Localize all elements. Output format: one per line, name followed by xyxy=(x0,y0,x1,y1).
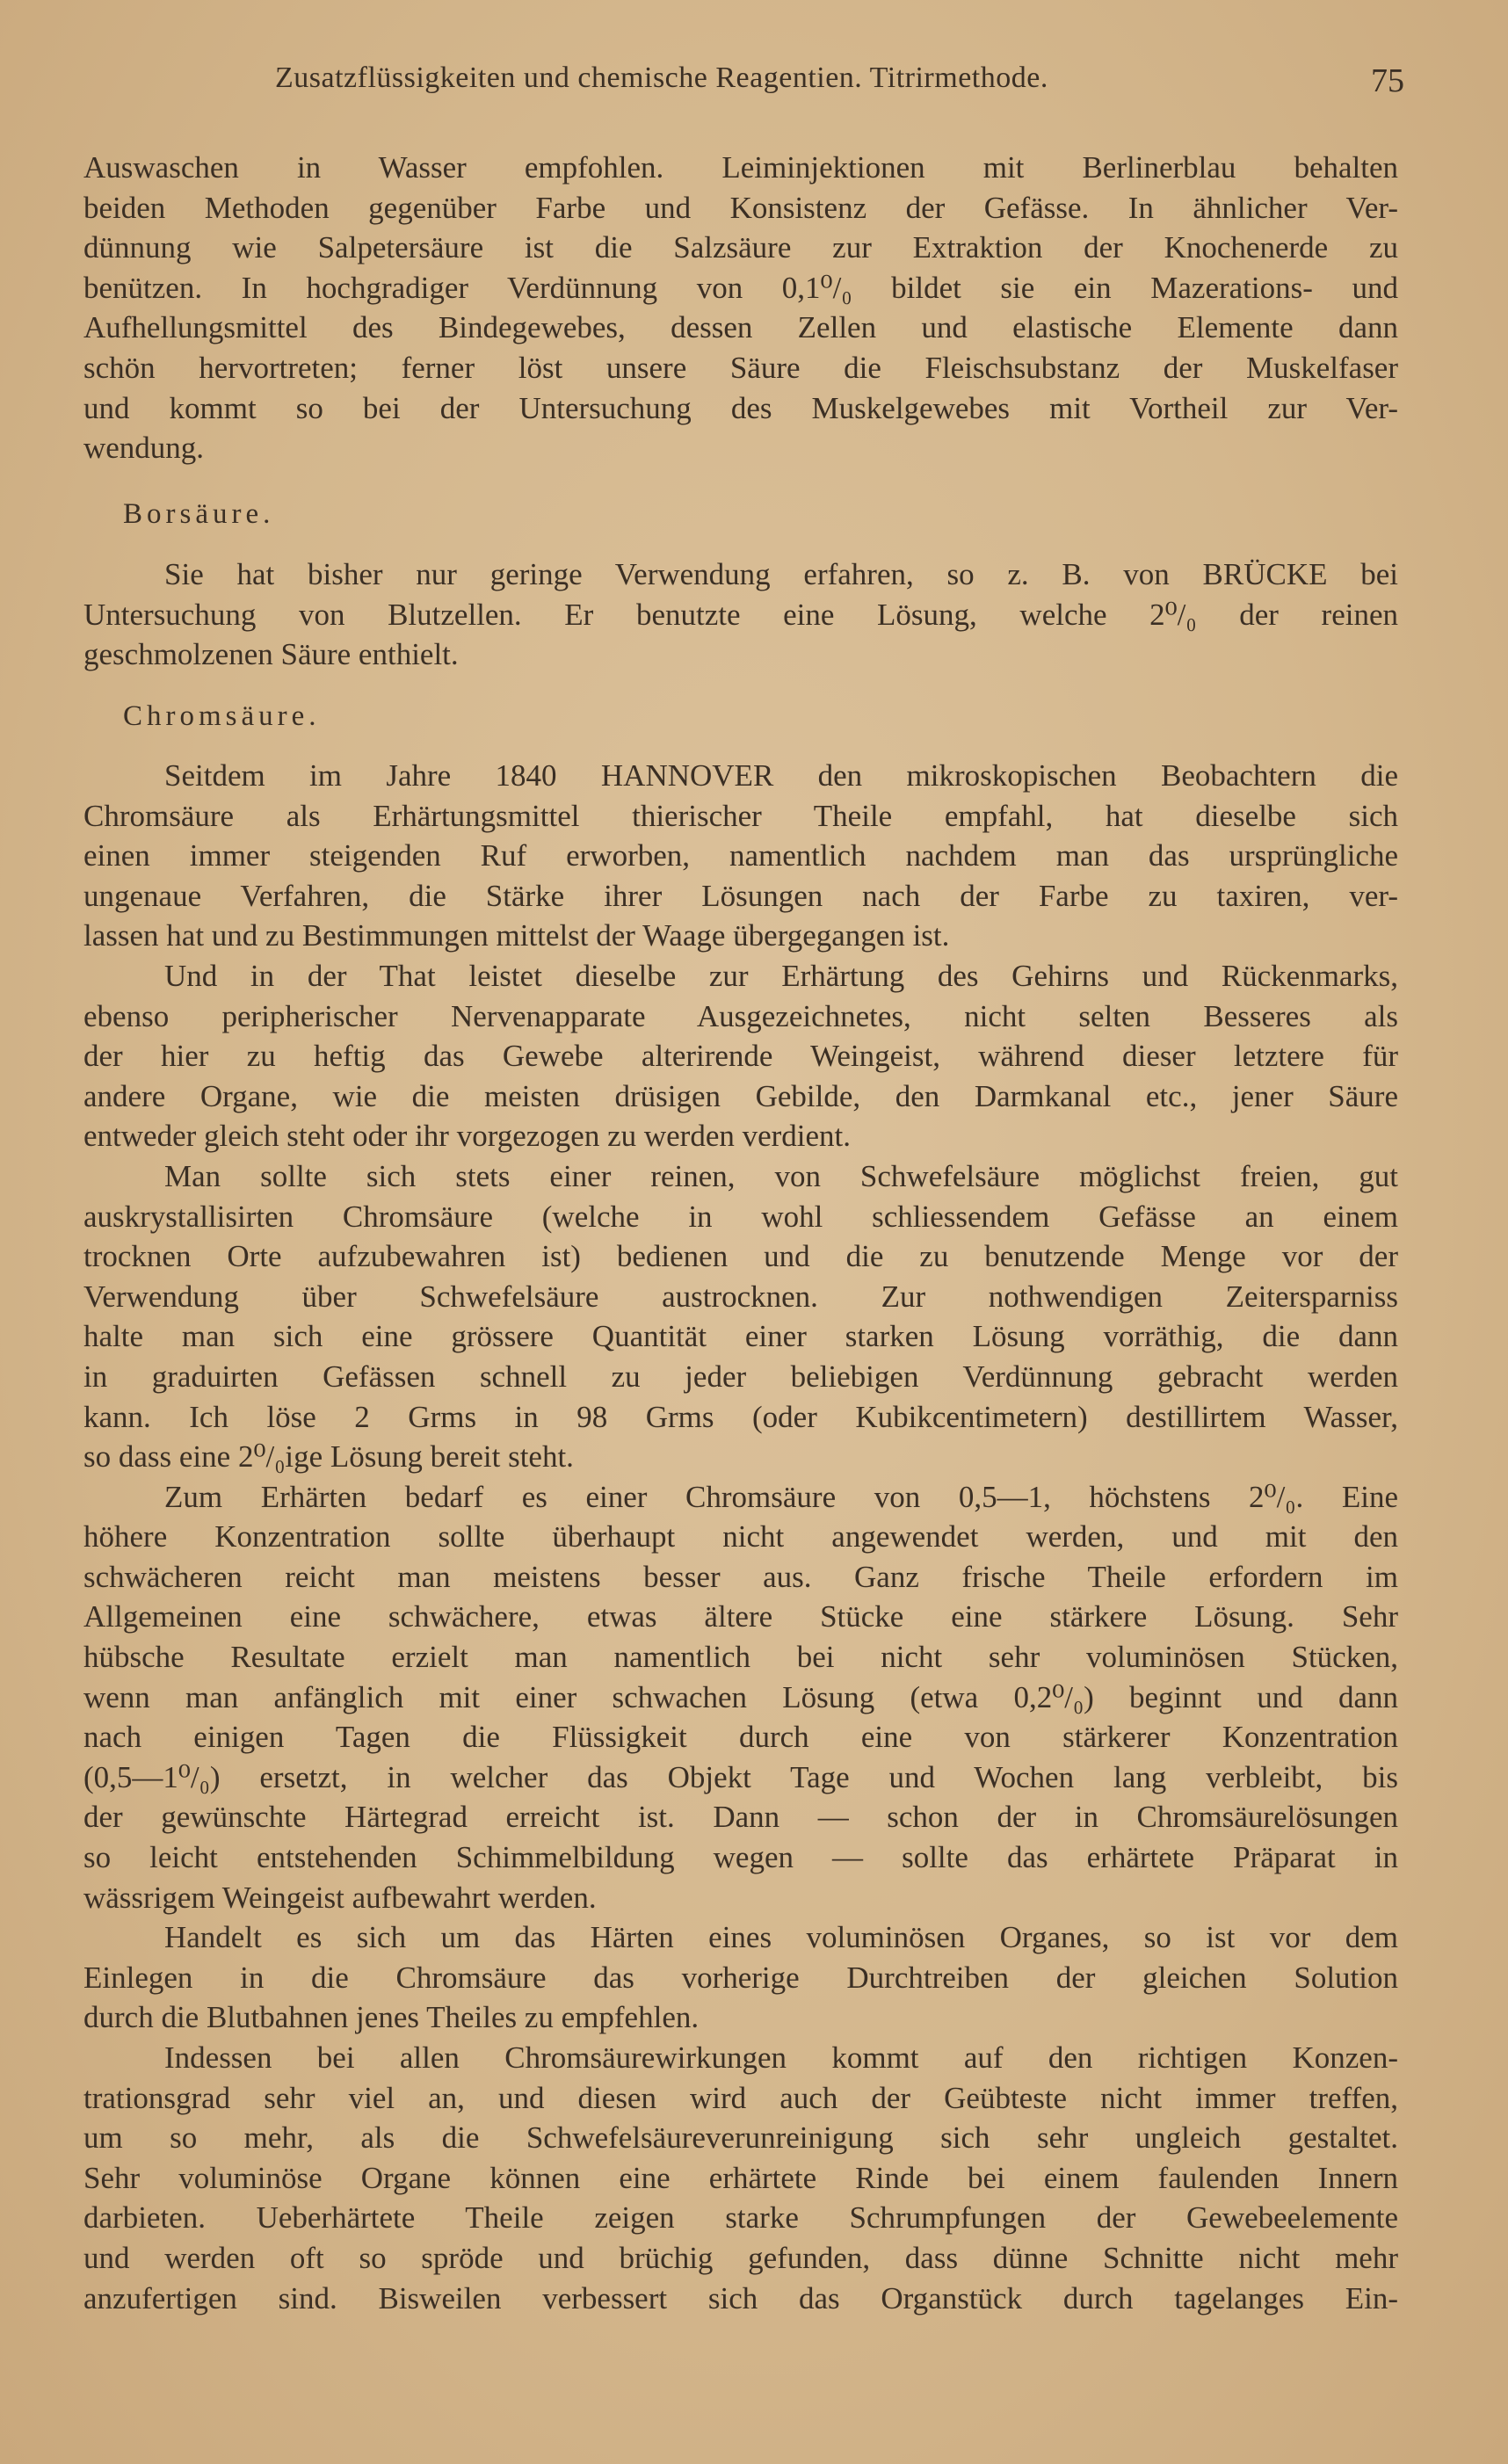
section-heading-chromsaeure: Chromsäure. xyxy=(123,700,321,732)
text-line: Und in der That leistet dieselbe zur Erhärtung des Gehirns und Rückenmarks, xyxy=(164,958,1398,993)
text-line: Indessen bei allen Chromsäurewirkungen kommt auf den richtigen Konzen- xyxy=(164,2040,1398,2075)
text-line: nach einigen Tagen die Flüssigkeit durch eine von stärkerer Konzentration xyxy=(83,1720,1398,1755)
text-line: schwächeren reicht man meistens besser aus. Ganz frische Theile erfordern im xyxy=(83,1559,1398,1594)
text-line: durch die Blutbahnen jenes Theiles zu empfehlen. xyxy=(83,2000,700,2035)
text-line: Sie hat bisher nur geringe Verwendung erfahren, so z. B. von BRÜCKE bei xyxy=(164,557,1398,591)
text-line: lassen hat und zu Bestimmungen mittelst der Waage übergegangen ist. xyxy=(83,918,950,953)
text-line: auskrystallisirten Chromsäure (welche in wohl schliessendem Gefässe an einem xyxy=(83,1199,1398,1234)
chromsaeure-section xyxy=(83,756,1398,2318)
text-line: und kommt so bei der Untersuchung des Muskelgewebes mit Vortheil zur Ver- xyxy=(83,390,1398,425)
running-title: Zusatzflüssigkeiten und chemische Reagentien. Titrirmethode. xyxy=(275,62,1048,94)
text-line: in graduirten Gefässen schnell zu jeder beliebigen Verdünnung gebracht werden xyxy=(83,1359,1398,1394)
text-line: der gewünschte Härtegrad erreicht ist. Dann — schon der in Chromsäurelösungen xyxy=(83,1800,1398,1835)
text-line: Handelt es sich um das Härten eines voluminösen Organes, so ist vor dem xyxy=(164,1920,1398,1955)
text-line: ebenso peripherischer Nervenapparate Ausgezeichnetes, nicht selten Besseres als xyxy=(83,998,1398,1033)
text-line: Aufhellungsmittel des Bindegewebes, dessen Zellen und elastische Elemente dann xyxy=(83,310,1398,345)
text-line: geschmolzenen Säure enthielt. xyxy=(83,637,459,672)
text-line: benützen. In hochgradiger Verdünnung von 0,1⁰/₀ bildet sie ein Mazerations- und xyxy=(83,270,1398,305)
paragraph xyxy=(83,148,1398,468)
paragraph xyxy=(83,1477,1398,1918)
text-line: trationsgrad sehr viel an, und diesen wird auch der Geübteste nicht immer treffen, xyxy=(83,2080,1398,2115)
section-heading-borsaeure: Borsäure. xyxy=(123,498,275,530)
text-line: beiden Methoden gegenüber Farbe und Konsistenz der Gefässe. In ähnlicher Ver- xyxy=(83,190,1398,225)
page-number: 75 xyxy=(1371,62,1404,99)
text-line: der hier zu heftig das Gewebe alterirende Weingeist, während dieser letztere für xyxy=(83,1039,1398,1074)
text-line: Einlegen in die Chromsäure das vorherige Durchtreiben der gleichen Solution xyxy=(83,1960,1398,1995)
paragraph xyxy=(83,956,1398,1156)
paragraph xyxy=(83,554,1398,675)
text-line: Sehr voluminöse Organe können eine erhärtete Rinde bei einem faulenden Innern xyxy=(83,2160,1398,2195)
text-line: höhere Konzentration sollte überhaupt nicht angewendet werden, und mit den xyxy=(83,1519,1398,1554)
text-line: andere Organe, wie die meisten drüsigen Gebilde, den Darmkanal etc., jener Säure xyxy=(83,1078,1398,1113)
paragraph xyxy=(83,1156,1398,1477)
text-line: und werden oft so spröde und brüchig gefunden, dass dünne Schnitte nicht mehr xyxy=(83,2240,1398,2275)
text-line: so dass eine 2⁰/₀ige Lösung bereit steht. xyxy=(83,1439,574,1475)
text-line: Untersuchung von Blutzellen. Er benutzte eine Lösung, welche 2⁰/₀ der reinen xyxy=(83,597,1398,632)
text-line: Allgemeinen eine schwächere, etwas ältere Stücke eine stärkere Lösung. Sehr xyxy=(83,1599,1398,1634)
text-line: so leicht entstehenden Schimmelbildung wegen — sollte das erhärtete Präparat in xyxy=(83,1840,1398,1875)
text-line: ungenaue Verfahren, die Stärke ihrer Lösungen nach der Farbe zu taxiren, ver- xyxy=(83,878,1398,913)
text-line: Chromsäure als Erhärtungsmittel thierischer Theile empfahl, hat dieselbe sich xyxy=(83,798,1398,833)
text-line: einen immer steigenden Ruf erworben, namentlich nachdem man das ursprüngliche xyxy=(83,838,1398,873)
text-line: Auswaschen in Wasser empfohlen. Leiminjektionen mit Berlinerblau behalten xyxy=(83,150,1398,185)
paragraph xyxy=(83,2038,1398,2318)
text-line: dünnung wie Salpetersäure ist die Salzsäure zur Extraktion der Knochenerde zu xyxy=(83,230,1398,265)
text-line: anzufertigen sind. Bisweilen verbessert sich das Organstück durch tagelanges Ein- xyxy=(83,2280,1398,2315)
paragraph xyxy=(83,1917,1398,2038)
text-line: Zum Erhärten bedarf es einer Chromsäure von 0,5—1, höchstens 2⁰/₀. Eine xyxy=(164,1479,1398,1514)
text-line: Seitdem im Jahre 1840 HANNOVER den mikroskopischen Beobachtern die xyxy=(164,758,1398,793)
text-line: wendung. xyxy=(83,431,205,466)
text-line: Man sollte sich stets einer reinen, von Schwefelsäure möglichst freien, gut xyxy=(164,1158,1398,1193)
text-line: wenn man anfänglich mit einer schwachen Lösung (etwa 0,2⁰/₀) beginnt und dann xyxy=(83,1679,1398,1714)
text-line: um so mehr, als die Schwefelsäureverunreinigung sich sehr ungleich gestaltet. xyxy=(83,2120,1398,2156)
paragraph xyxy=(83,756,1398,956)
text-line: darbieten. Ueberhärtete Theile zeigen starke Schrumpfungen der Gewebeelemente xyxy=(83,2200,1398,2236)
text-line: entweder gleich steht oder ihr vorgezogen zu werden verdient. xyxy=(83,1119,852,1154)
text-line: Verwendung über Schwefelsäure austrocknen. Zur nothwendigen Zeitersparniss xyxy=(83,1279,1398,1314)
text-line: (0,5—1⁰/₀) ersetzt, in welcher das Objekt Tage und Wochen lang verbleibt, bis xyxy=(83,1759,1398,1794)
text-line: hübsche Resultate erzielt man namentlich bei nicht sehr voluminösen Stücken, xyxy=(83,1640,1398,1675)
intro-section xyxy=(83,148,1398,468)
borsaeure-section xyxy=(83,554,1398,675)
text-line: trocknen Orte aufzubewahren ist) bedienen und die zu benutzende Menge vor der xyxy=(83,1239,1398,1274)
text-line: wässrigem Weingeist aufbewahrt werden. xyxy=(83,1880,597,1915)
text-line: schön hervortreten; ferner löst unsere Säure die Fleischsubstanz der Muskelfaser xyxy=(83,350,1398,385)
text-line: halte man sich eine grössere Quantität einer starken Lösung vorräthig, die dann xyxy=(83,1319,1398,1354)
text-line: kann. Ich löse 2 Grms in 98 Grms (oder Kubikcentimetern) destillirtem Wasser, xyxy=(83,1399,1398,1434)
